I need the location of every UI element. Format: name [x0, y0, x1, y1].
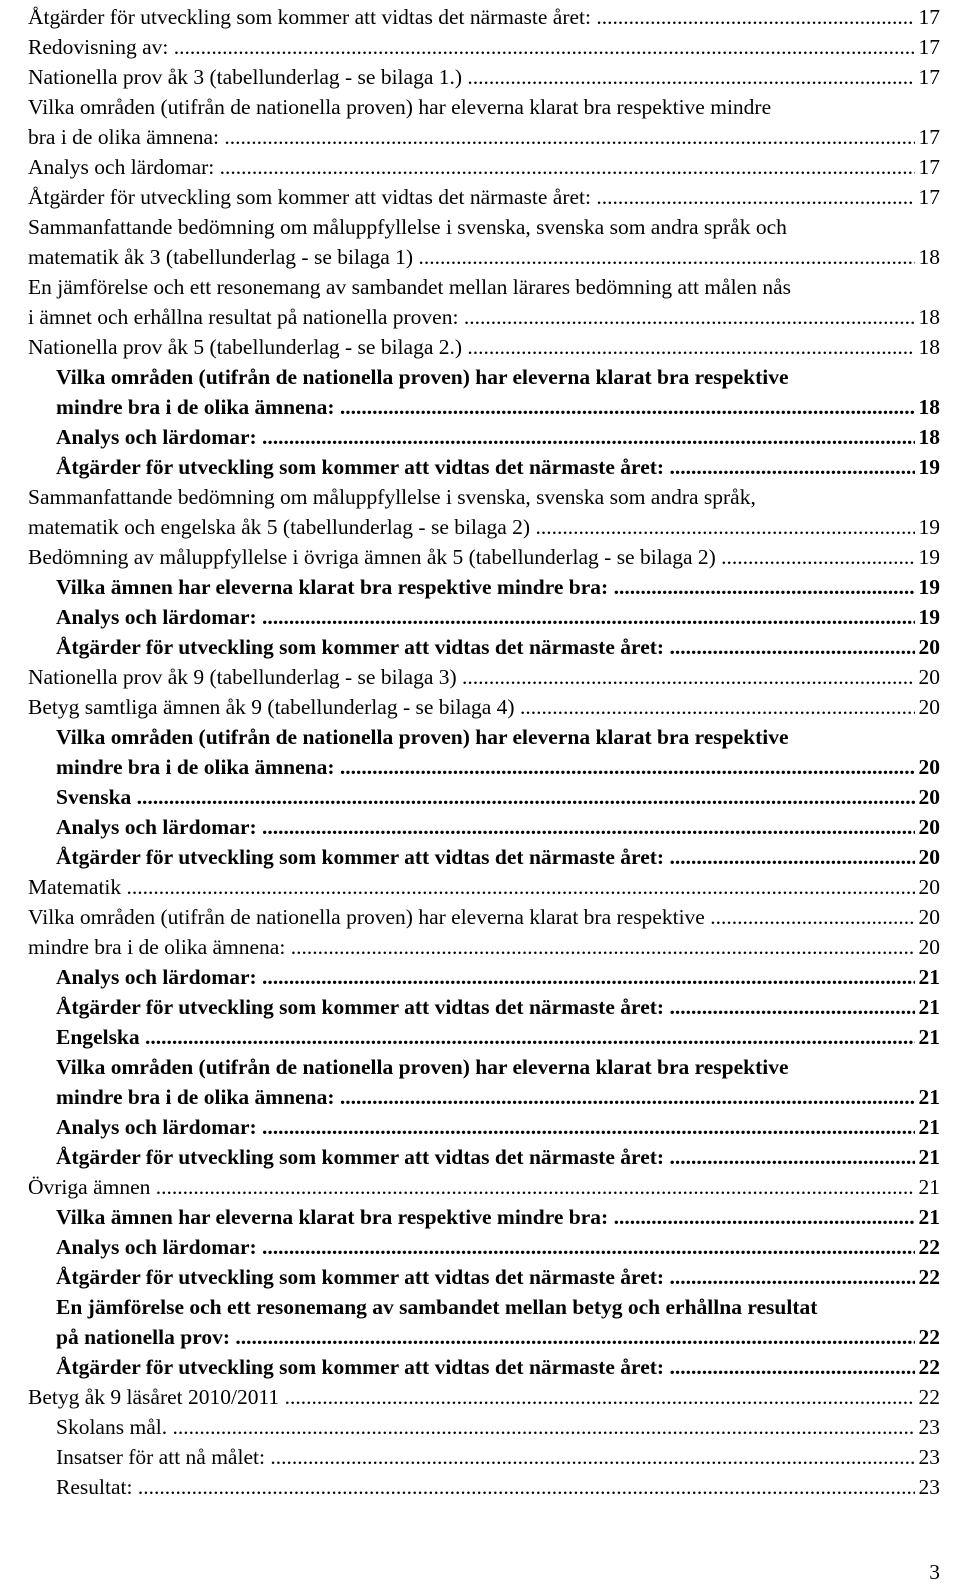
toc-entry[interactable] [28, 722, 940, 782]
toc-entry-title: Analys och lärdomar: [28, 155, 215, 179]
toc-page-number: 19 [915, 602, 941, 632]
toc-entry-title: Matematik [28, 875, 122, 899]
toc-entry[interactable] [28, 962, 940, 992]
toc-page-number: 19 [915, 452, 941, 482]
toc-entry-title: Vilka ämnen har eleverna klarat bra respektive mindre bra: [56, 575, 609, 599]
toc-entry[interactable] [28, 482, 940, 542]
toc-entry-title: Nationella prov åk 3 (tabellunderlag - se bilaga 1.) [28, 65, 463, 89]
dot-leader [530, 515, 940, 539]
toc-entry[interactable] [28, 1172, 940, 1202]
toc-entry-title: Vilka områden (utifrån de nationella proven) har eleverna klarat bra respektive [56, 1055, 789, 1079]
dot-leader [257, 1115, 940, 1139]
toc-entry-title: Analys och lärdomar: [56, 1235, 257, 1259]
toc-entry[interactable] [28, 452, 940, 482]
toc-entry-title: Sammanfattande bedömning om måluppfyllelse i svenska, svenska som andra språk och [28, 215, 787, 239]
dot-leader [132, 1475, 940, 1499]
dot-leader [664, 635, 940, 659]
dot-leader [705, 905, 940, 929]
dot-leader [591, 185, 940, 209]
toc-entry-title: Åtgärder för utveckling som kommer att vidtas det närmaste året: [56, 635, 665, 659]
toc-page-number: 17 [915, 2, 941, 32]
toc-entry[interactable] [28, 1352, 940, 1382]
toc-page-number: 21 [915, 1202, 941, 1232]
toc-entry[interactable] [28, 1262, 940, 1292]
toc-entry-title: Engelska [56, 1025, 140, 1049]
toc-page-number: 18 [915, 392, 941, 422]
toc-entry-title-continued: mindre bra i de olika ämnena: [56, 395, 335, 419]
toc-entry-title: Skolans mål. [56, 1415, 168, 1439]
toc-page-number: 21 [915, 962, 941, 992]
toc-entry[interactable] [28, 692, 940, 722]
dot-leader [285, 935, 940, 959]
dot-leader [413, 245, 940, 269]
toc-page-number: 19 [915, 572, 941, 602]
dot-leader [462, 65, 940, 89]
toc-entry-title-continued: matematik åk 3 (tabellunderlag - se bilaga 1) [28, 245, 414, 269]
toc-page-number: 21 [915, 1172, 941, 1202]
toc-page-number: 20 [915, 812, 941, 842]
dot-leader [121, 875, 940, 899]
toc-entry-title: Analys och lärdomar: [56, 425, 257, 449]
dot-leader [458, 305, 940, 329]
toc-entry[interactable] [28, 632, 940, 662]
dot-leader [664, 455, 940, 479]
toc-entry-title-continued: i ämnet och erhållna resultat på nationella proven: [28, 305, 459, 329]
dot-leader [664, 995, 940, 1019]
toc-entry[interactable] [28, 662, 940, 692]
toc-entry[interactable] [28, 992, 940, 1022]
toc-page-number: 19 [915, 512, 941, 542]
toc-entry-title-continued: mindre bra i de olika ämnena: [56, 755, 335, 779]
toc-entry[interactable] [28, 1442, 940, 1472]
toc-page-number: 20 [915, 692, 941, 722]
toc-page-number: 21 [915, 1022, 941, 1052]
toc-entry[interactable] [28, 212, 940, 272]
toc-page-number: 17 [915, 122, 941, 152]
toc-entry-title: Åtgärder för utveckling som kommer att vidtas det närmaste året: [56, 1265, 665, 1289]
toc-entry[interactable] [28, 422, 940, 452]
toc-entry[interactable] [28, 1472, 940, 1502]
toc-page-number: 20 [915, 632, 941, 662]
toc-page-number: 17 [915, 152, 941, 182]
toc-entry-title: Vilka områden (utifrån de nationella proven) har eleverna klarat bra respektive [56, 725, 789, 749]
dot-leader [257, 1235, 940, 1259]
toc-entry-title-continued: mindre bra i de olika ämnena: [56, 1085, 335, 1109]
toc-entry-title-continued: matematik och engelska åk 5 (tabellunderlag - se bilaga 2) [28, 515, 531, 539]
toc-entry-title: Vilka ämnen har eleverna klarat bra respektive mindre bra: [56, 1205, 609, 1229]
dot-leader [664, 845, 940, 869]
toc-entry[interactable] [28, 1142, 940, 1172]
toc-entry[interactable] [28, 272, 940, 332]
toc-entry-title: Åtgärder för utveckling som kommer att vidtas det närmaste året: [56, 1355, 665, 1379]
dot-leader [335, 1085, 940, 1109]
toc-page-number: 18 [915, 422, 941, 452]
toc-page-number: 23 [915, 1472, 941, 1502]
toc-entry-title: Åtgärder för utveckling som kommer att vidtas det närmaste året: [56, 845, 665, 869]
toc-page-number: 20 [915, 662, 941, 692]
toc-page-number: 20 [915, 872, 941, 902]
toc-entry[interactable] [28, 1052, 940, 1112]
toc-entry-title: Analys och lärdomar: [56, 605, 257, 629]
toc-entry[interactable] [28, 812, 940, 842]
toc-page-number: 19 [915, 542, 941, 572]
toc-page-number: 20 [915, 842, 941, 872]
toc-page-number: 17 [915, 62, 941, 92]
dot-leader [664, 1355, 940, 1379]
toc-entry-title: Analys och lärdomar: [56, 815, 257, 839]
dot-leader [279, 1385, 940, 1409]
toc-page-number: 20 [915, 902, 941, 932]
toc-entry[interactable] [28, 782, 940, 812]
toc-entry[interactable] [28, 152, 940, 182]
toc-entry-title: Insatser för att nå målet: [56, 1445, 265, 1469]
toc-entry-title: En jämförelse och ett resonemang av sambandet mellan betyg och erhållna resultat [56, 1295, 818, 1319]
toc-entry-title: Betyg åk 9 läsåret 2010/2011 [28, 1385, 280, 1409]
dot-leader [131, 785, 940, 809]
toc-entry[interactable] [28, 1412, 940, 1442]
toc-page-number: 22 [915, 1382, 941, 1412]
toc-entry[interactable] [28, 1292, 940, 1352]
dot-leader [168, 35, 940, 59]
toc-entry-title: Bedömning av måluppfyllelse i övriga ämnen åk 5 (tabellunderlag - se bilaga 2) [28, 545, 716, 569]
toc-entry[interactable] [28, 872, 940, 902]
toc-entry-title: Nationella prov åk 5 (tabellunderlag - se bilaga 2.) [28, 335, 463, 359]
toc-page-number: 18 [915, 242, 941, 272]
toc-entry-title: Betyg samtliga ämnen åk 9 (tabellunderlag - se bilaga 4) [28, 695, 515, 719]
dot-leader [214, 155, 940, 179]
toc-entry[interactable] [28, 602, 940, 632]
toc-page-number: 18 [915, 302, 941, 332]
dot-leader [515, 695, 940, 719]
toc-page-number: 22 [915, 1322, 941, 1352]
dot-leader [257, 965, 940, 989]
toc-entry-title: mindre bra i de olika ämnena: [28, 935, 286, 959]
toc-entry-title: Resultat: [56, 1475, 133, 1499]
toc-entry[interactable] [28, 932, 940, 962]
toc-page-number: 21 [915, 1082, 941, 1112]
toc-entry[interactable] [28, 902, 940, 932]
toc-entry[interactable] [28, 1382, 940, 1412]
dot-leader [664, 1265, 940, 1289]
toc-entry[interactable] [28, 1022, 940, 1052]
dot-leader [167, 1415, 940, 1439]
toc-entry-title: Nationella prov åk 9 (tabellunderlag - se bilaga 3) [28, 665, 457, 689]
dot-leader [462, 335, 940, 359]
toc-entry[interactable] [28, 572, 940, 602]
dot-leader [140, 1025, 940, 1049]
toc-page-number: 17 [915, 182, 941, 212]
dot-leader [265, 1445, 940, 1469]
dot-leader [608, 1205, 940, 1229]
dot-leader [257, 815, 940, 839]
dot-leader [608, 575, 940, 599]
toc-entry[interactable] [28, 182, 940, 212]
toc-entry[interactable] [28, 32, 940, 62]
toc-entry-title: Redovisning av: [28, 35, 169, 59]
toc-entry-title: Sammanfattande bedömning om måluppfyllelse i svenska, svenska som andra språk, [28, 485, 756, 509]
dot-leader [335, 395, 940, 419]
toc-page-number: 22 [915, 1232, 941, 1262]
toc-page-number: 22 [915, 1262, 941, 1292]
toc-entry[interactable] [28, 1202, 940, 1232]
toc-entry-title: Åtgärder för utveckling som kommer att vidtas det närmaste året: [56, 455, 665, 479]
toc-entry[interactable] [28, 1232, 940, 1262]
toc-page-number: 21 [915, 1112, 941, 1142]
dot-leader [664, 1145, 940, 1169]
toc-page-number: 21 [915, 1142, 941, 1172]
toc-entry-title: Vilka områden (utifrån de nationella proven) har eleverna klarat bra respektive [56, 365, 789, 389]
dot-leader [335, 755, 940, 779]
toc-page-number: 20 [915, 782, 941, 812]
dot-leader [716, 545, 940, 569]
toc-entry[interactable] [28, 92, 940, 152]
dot-leader [257, 425, 940, 449]
dot-leader [219, 125, 940, 149]
toc-entry[interactable] [28, 332, 940, 362]
toc-entry-title: Åtgärder för utveckling som kommer att vidtas det närmaste året: [28, 185, 591, 209]
toc-entry-title: Övriga ämnen [28, 1175, 151, 1199]
toc-page-number: 20 [915, 752, 941, 782]
dot-leader [591, 5, 940, 29]
toc-entry[interactable] [28, 842, 940, 872]
toc-entry-title: Vilka områden (utifrån de nationella proven) har eleverna klarat bra respektive [28, 905, 705, 929]
dot-leader [230, 1325, 940, 1349]
toc-entry[interactable] [28, 542, 940, 572]
toc-page-number: 17 [915, 32, 941, 62]
toc-entry-title-continued: bra i de olika ämnena: [28, 125, 220, 149]
dot-leader [457, 665, 940, 689]
toc-page-number: 23 [915, 1412, 941, 1442]
toc-entry-title: Analys och lärdomar: [56, 965, 257, 989]
toc-entry-title: Analys och lärdomar: [56, 1115, 257, 1139]
toc-entry-title: Vilka områden (utifrån de nationella proven) har eleverna klarat bra respektive mindre [28, 95, 772, 119]
toc-entry-title: Åtgärder för utveckling som kommer att vidtas det närmaste året: [28, 5, 591, 29]
toc-entry-title: Åtgärder för utveckling som kommer att vidtas det närmaste året: [56, 995, 665, 1019]
toc-page-number: 23 [915, 1442, 941, 1472]
toc-entry[interactable] [28, 362, 940, 422]
toc-entry[interactable] [28, 1112, 940, 1142]
toc-entry-title: Svenska [56, 785, 132, 809]
dot-leader [257, 605, 940, 629]
toc-page-number: 18 [915, 332, 941, 362]
toc-entry-title-continued: på nationella prov: [56, 1325, 231, 1349]
toc-page-number: 20 [915, 932, 941, 962]
page-number: 3 [929, 1560, 940, 1584]
toc-entry-title: En jämförelse och ett resonemang av sambandet mellan lärares bedömning att målen nås [28, 275, 791, 299]
toc-entry[interactable] [28, 2, 940, 32]
toc-entry-title: Åtgärder för utveckling som kommer att vidtas det närmaste året: [56, 1145, 665, 1169]
toc-entry[interactable] [28, 62, 940, 92]
toc-page-number: 21 [915, 992, 941, 1022]
dot-leader [150, 1175, 940, 1199]
toc-page-number: 22 [915, 1352, 941, 1382]
